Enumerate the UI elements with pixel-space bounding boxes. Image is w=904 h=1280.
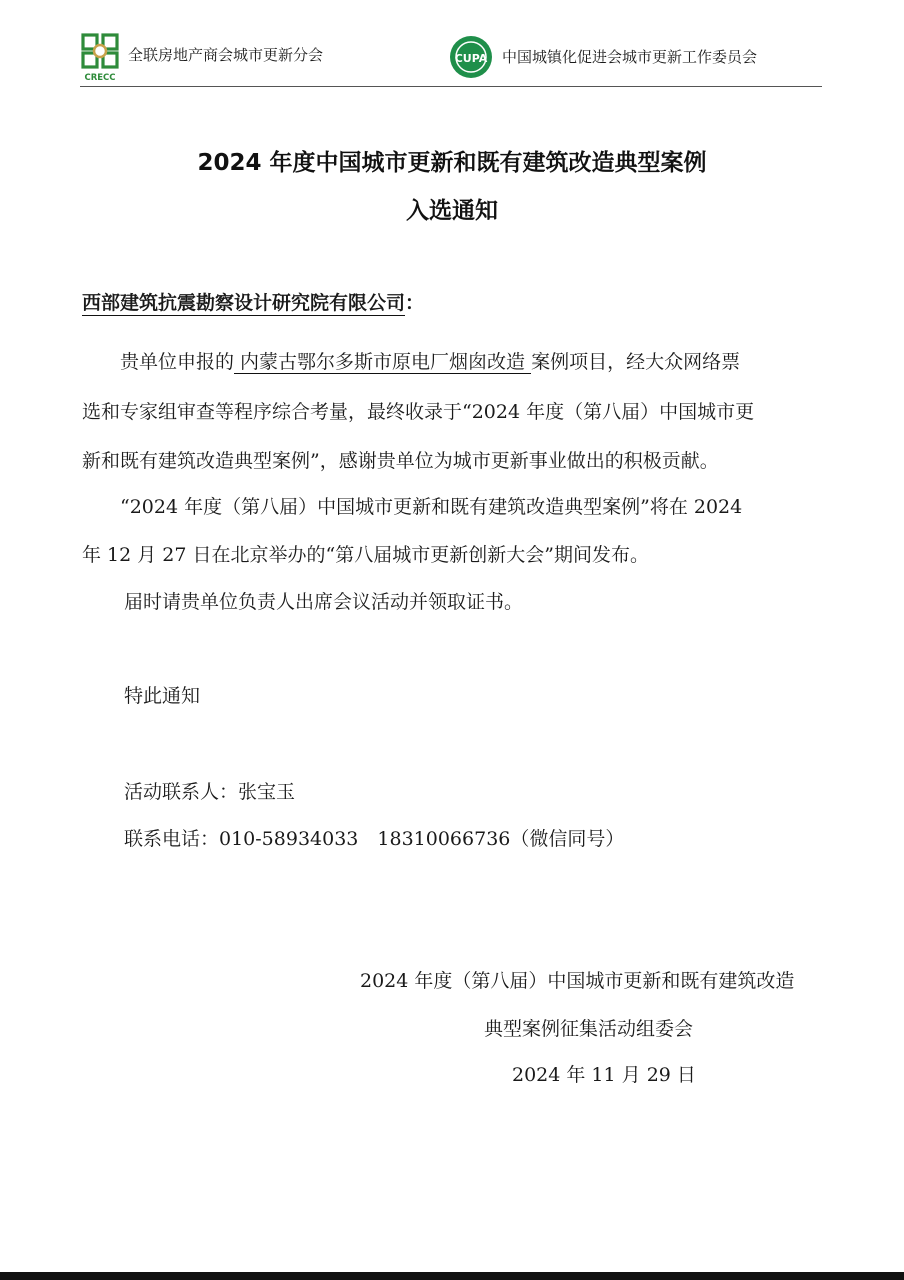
cupa-logo-text: CUPA	[454, 52, 488, 65]
signature-date: 2024 年 11 月 29 日	[512, 1064, 696, 1086]
paragraph-1-line-1	[120, 347, 862, 374]
addressee-colon: ：	[405, 292, 425, 314]
bottom-edge-bar	[0, 1272, 904, 1280]
paragraph-1-line-3: 新和既有建筑改造典型案例”，感谢贵单位为城市更新事业做出的积极贡献。	[82, 450, 719, 472]
project-name: 内蒙古鄂尔多斯市原电厂烟囱改造	[234, 351, 532, 373]
signature-line-2: 典型案例征集活动组委会	[484, 1018, 694, 1040]
addressee	[82, 288, 824, 315]
letterhead	[80, 30, 822, 86]
contact-phone: 联系电话：010-58934033 18310066736（微信同号）	[124, 828, 625, 850]
paragraph-2-line-1: “2024 年度（第八届）中国城市更新和既有建筑改造典型案例”将在 2024	[120, 496, 743, 518]
paragraph-3: 届时请贵单位负责人出席会议活动并领取证书。	[124, 591, 524, 613]
addressee-name: 西部建筑抗震勘察设计研究院有限公司	[82, 292, 406, 314]
crecc-logo-text: CRECC	[84, 73, 116, 83]
header-divider	[80, 86, 822, 87]
signature-line-1: 2024 年度（第八届）中国城市更新和既有建筑改造	[360, 970, 795, 992]
crecc-logo-icon	[80, 32, 120, 84]
contact-person: 活动联系人：张宝玉	[124, 781, 296, 803]
paragraph-2-line-2: 年 12 月 27 日在北京举办的“第八届城市更新创新大会”期间发布。	[82, 544, 649, 566]
notice-closing: 特此通知	[124, 685, 201, 707]
right-organization-name: 中国城镇化促进会城市更新工作委员会	[502, 48, 758, 66]
p1-prefix: 贵单位申报的	[120, 351, 235, 373]
p1-suffix: 案例项目，经大众网络票	[531, 351, 741, 373]
paragraph-1-line-2: 选和专家组审查等程序综合考量，最终收录于“2024 年度（第八届）中国城市更	[82, 401, 755, 423]
document-title-line-2: 入选通知	[406, 198, 498, 224]
document-title-line-1: 2024 年度中国城市更新和既有建筑改造典型案例	[197, 150, 707, 176]
left-organization-name: 全联房地产商会城市更新分会	[128, 46, 324, 64]
cupa-logo-icon	[448, 34, 494, 80]
